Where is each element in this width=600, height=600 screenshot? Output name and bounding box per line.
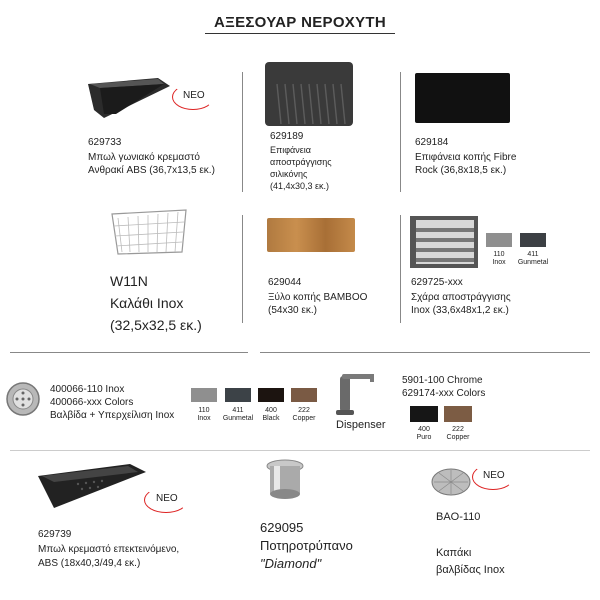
dispenser-desc-2: 629174-xxx Colors — [402, 388, 486, 399]
valve-desc-3: Βαλβίδα + Υπερχείλιση Inox — [50, 410, 175, 421]
dispenser-desc-1: 5901-100 Chrome — [402, 375, 483, 386]
extendable-bowl-desc-2: ABS (18x40,3/49,4 εκ.) — [38, 558, 141, 569]
drain-board-desc-2: αποστράγγισης — [270, 157, 332, 167]
bamboo-desc-1: Ξύλο κοπής BAMBOO — [268, 292, 368, 303]
valve-swatch-gunmetal-name: Gunmetal — [222, 415, 254, 422]
drain-board-desc-3: σιλικόνης — [270, 169, 308, 179]
grid-swatch-inox — [486, 233, 512, 247]
dispenser-label: Dispenser — [336, 419, 386, 431]
corner-bowl-image — [86, 74, 172, 122]
drain-board-desc-4: (41,4x30,3 εκ.) — [270, 181, 330, 191]
valve-image — [5, 381, 41, 417]
valve-swatch-copper-name: Copper — [292, 415, 316, 422]
valve-desc-1: 400066-110 Inox — [50, 384, 125, 395]
dispenser-swatch-puro-name: Puro — [416, 434, 432, 441]
valve-cap-desc-1: Καπάκι — [436, 547, 472, 559]
drain-grid-image — [410, 216, 478, 268]
valve-cap-code: BAO-110 — [436, 511, 481, 523]
grid-code: 629725-xxx — [411, 277, 463, 288]
valve-swatch-copper-num: 222 — [298, 407, 310, 414]
dispenser-swatch-copper-name: Copper — [446, 434, 470, 441]
dispenser-image — [336, 370, 384, 416]
drain-board-desc-1: Επιφάνεια — [270, 145, 311, 155]
grid-swatch-gunmetal-name: Gunmetal — [517, 259, 549, 266]
extendable-bowl-image — [38, 462, 148, 512]
page-title: ΑΞΕΣΟΥΑΡ ΝΕΡΟΧΥΤΗ — [213, 14, 386, 31]
corner-bowl-desc-1: Μπωλ γωνιακό κρεμαστό — [88, 152, 200, 163]
bamboo-board-image — [267, 218, 355, 252]
title-underline — [205, 33, 395, 34]
valve-swatch-copper — [291, 388, 317, 402]
grid-swatch-inox-num: 110 — [493, 251, 505, 258]
strainer-desc-2: "Diamond" — [260, 556, 322, 571]
dispenser-swatch-puro-num: 400 — [418, 426, 430, 433]
valve-swatch-inox-num: 110 — [198, 407, 210, 414]
drain-board-image — [265, 62, 353, 126]
basket-code: W11N — [110, 273, 148, 289]
strainer-image — [262, 458, 308, 502]
neo-badge: ΝΕΟ — [156, 493, 178, 504]
extendable-bowl-code: 629739 — [38, 529, 72, 540]
divider — [400, 215, 401, 323]
valve-swatch-gunmetal — [225, 388, 251, 402]
valve-swatch-black-name: Black — [262, 415, 280, 422]
valve-cap-image — [430, 466, 472, 498]
basket-desc-2: (32,5x32,5 εκ.) — [110, 317, 202, 333]
corner-bowl-code: 629733 — [88, 137, 122, 148]
dispenser-swatch-copper — [444, 406, 472, 422]
valve-swatch-black — [258, 388, 284, 402]
bamboo-code: 629044 — [268, 277, 302, 288]
valve-swatch-gunmetal-num: 411 — [232, 407, 244, 414]
divider — [242, 72, 243, 192]
basket-desc-1: Καλάθι Inox — [110, 295, 184, 311]
grid-desc-2: Inox (33,6x48x1,2 εκ.) — [411, 305, 509, 316]
valve-desc-2: 400066-xxx Colors — [50, 397, 134, 408]
strainer-desc-1: Ποτηροτρύπανο — [260, 538, 353, 553]
cutting-fibre-desc-2: Rock (36,8x18,5 εκ.) — [415, 165, 507, 176]
divider — [10, 352, 248, 353]
grid-swatch-gunmetal — [520, 233, 546, 247]
valve-swatch-inox-name: Inox — [197, 415, 211, 422]
basket-image — [108, 204, 190, 258]
divider — [10, 450, 590, 451]
cutting-board-fibre-image — [415, 73, 510, 123]
grid-desc-1: Σχάρα αποστράγγισης — [411, 292, 511, 303]
divider — [400, 72, 401, 192]
bamboo-desc-2: (54x30 εκ.) — [268, 305, 317, 316]
cutting-fibre-code: 629184 — [415, 137, 449, 148]
dispenser-swatch-copper-num: 222 — [452, 426, 464, 433]
divider — [242, 215, 243, 323]
corner-bowl-desc-2: Ανθρακί ABS (36,7x13,5 εκ.) — [88, 165, 215, 176]
grid-swatch-inox-name: Inox — [492, 259, 506, 266]
valve-cap-desc-2: βαλβίδας Inox — [436, 564, 505, 576]
divider — [260, 352, 590, 353]
extendable-bowl-desc-1: Μπωλ κρεμαστό επεκτεινόμενο, — [38, 544, 180, 555]
strainer-code: 629095 — [260, 520, 304, 535]
dispenser-swatch-puro — [410, 406, 438, 422]
neo-badge: ΝΕΟ — [183, 90, 205, 101]
grid-swatch-gunmetal-num: 411 — [527, 251, 539, 258]
cutting-fibre-desc-1: Επιφάνεια κοπής Fibre — [415, 152, 517, 163]
neo-badge: ΝΕΟ — [483, 470, 505, 481]
valve-swatch-black-num: 400 — [265, 407, 277, 414]
drain-board-code: 629189 — [270, 131, 304, 142]
valve-swatch-inox — [191, 388, 217, 402]
